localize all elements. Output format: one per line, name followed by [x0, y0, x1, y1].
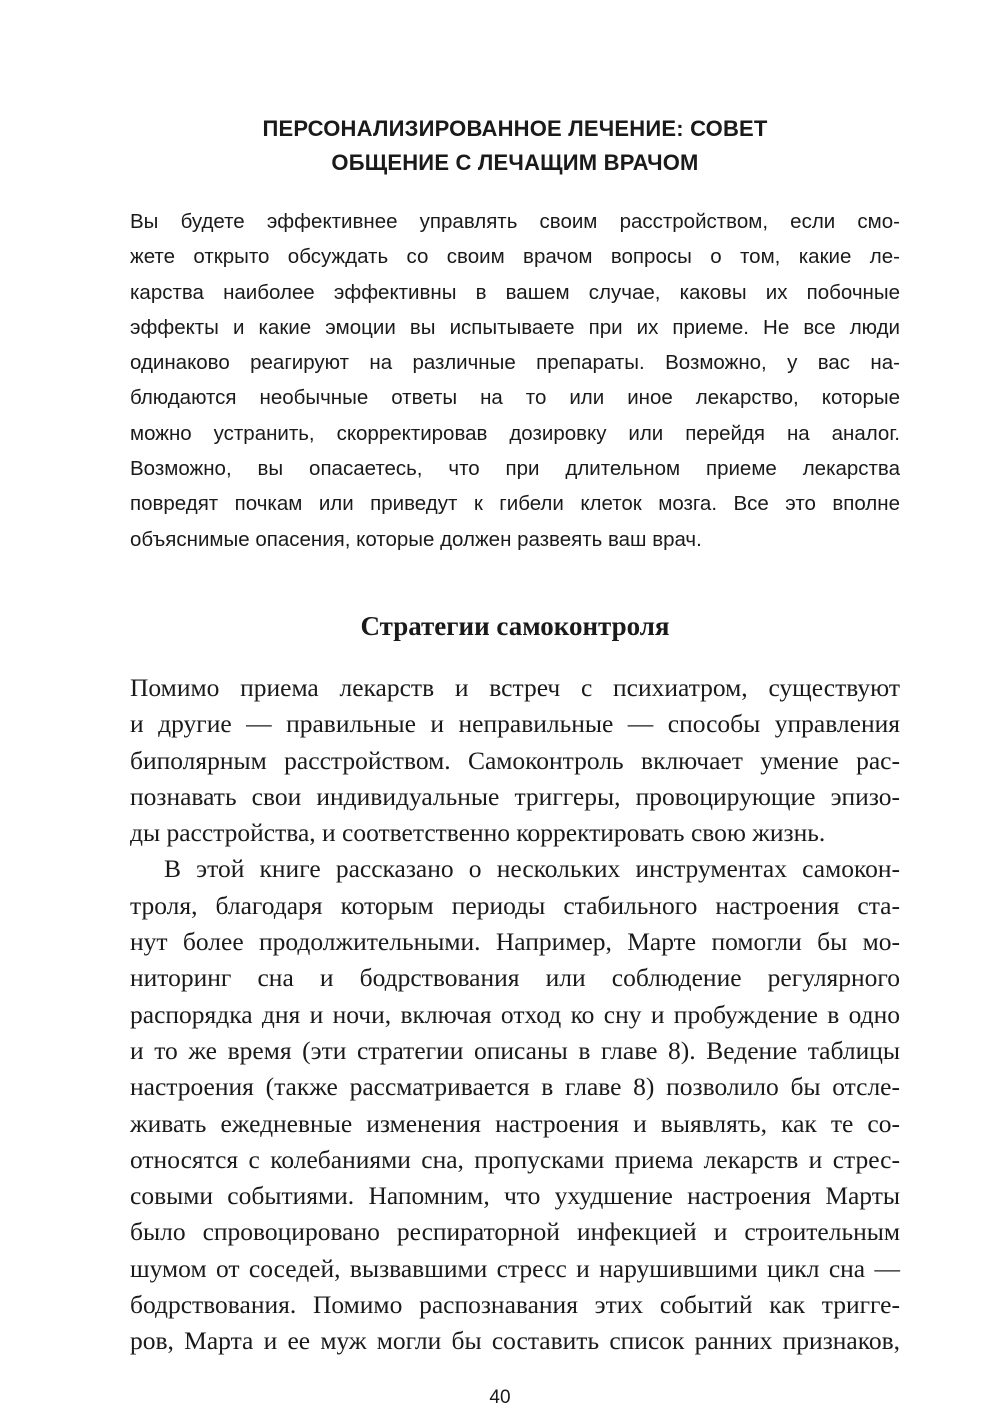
sidebar-line: карства наиболее эффективны в вашем случае, каковы их побочные: [130, 280, 900, 304]
body-line: и то же время (эти стратегии описаны в главе 8). Ведение таблицы: [130, 1035, 900, 1065]
sidebar-paragraph: [130, 204, 900, 557]
sidebar-title-line: ПЕРСОНАЛИЗИРОВАННОЕ ЛЕЧЕНИЕ: СОВЕТ: [262, 116, 768, 141]
body-line: нут более продолжительными. Например, Марте помогли бы мо-: [130, 927, 900, 957]
section-heading: Стратегии самоконтроля: [360, 611, 670, 641]
sidebar-line: Вы будете эффективнее управлять своим расстройством, если смо-: [130, 210, 900, 233]
body-line: и другие — правильные и неправильные — способы управления: [130, 709, 900, 739]
sidebar-title-line: ОБЩЕНИЕ С ЛЕЧАЩИМ ВРАЧОМ: [331, 150, 699, 175]
body-line: настроения (также рассматривается в главе 8) позволило бы отсле-: [130, 1072, 900, 1102]
body-line: живать ежедневные изменения настроения и выявлять, как те со-: [130, 1108, 900, 1138]
body-line: ров, Марта и ее муж могли бы составить список ранних признаков,: [130, 1326, 900, 1356]
sidebar-line: Возможно, вы опасаетесь, что при длительном приеме лекарства: [130, 457, 900, 481]
page-number: 40: [489, 1387, 511, 1408]
body-line: троля, благодаря которым периоды стабильного настроения ста-: [130, 890, 900, 920]
body-line: Помимо приема лекарств и встреч с психиатром, существуют: [130, 673, 900, 702]
main-text: [130, 670, 900, 1360]
sidebar-title: [130, 112, 900, 180]
sidebar-line: эффекты и какие эмоции вы испытываете при их приеме. Не все люди: [130, 315, 900, 339]
body-line: биполярным расстройством. Самоконтроль включает умение рас-: [130, 745, 900, 775]
sidebar-line: блюдаются необычные ответы на то или иное лекарство, которые: [130, 386, 900, 410]
body-line: познавать свои индивидуальные триггеры, провоцирующие эпизо-: [130, 781, 900, 811]
sidebar-line: жете открыто обсуждать со своим врачом вопросы о том, какие ле-: [130, 245, 900, 269]
body-line: бодрствования. Помимо распознавания этих событий как тригге-: [130, 1290, 900, 1320]
body-line: шумом от соседей, вызвавшими стресс и нарушившими цикл сна —: [130, 1253, 900, 1283]
body-line: совыми событиями. Напомним, что ухудшение настроения Марты: [130, 1181, 900, 1211]
body-line: ниторинг сна и бодрствования или соблюдение регулярного: [130, 963, 900, 993]
body-line: относятся с колебаниями сна, пропусками приема лекарств и стрес-: [130, 1144, 900, 1174]
sidebar-line: одинаково реагируют на различные препараты. Возможно, у вас на-: [130, 351, 900, 375]
body-line: было спровоцировано респираторной инфекцией и строительным: [130, 1217, 900, 1247]
body-line: распорядка дня и ночи, включая отход ко сну и пробуждение в одно: [130, 999, 900, 1029]
sidebar-line: объяснимые опасения, которые должен развеять ваш врач.: [130, 527, 702, 551]
sidebar-line: можно устранить, скорректировав дозировку или перейдя на аналог.: [130, 421, 900, 445]
body-line: ды расстройства, и соответственно корректировать свою жизнь.: [130, 818, 826, 848]
sidebar-line: повредят почкам или приведут к гибели клеток мозга. Все это вполне: [130, 492, 900, 516]
body-line: В этой книге рассказано о нескольких инструментах самокон-: [164, 854, 900, 884]
